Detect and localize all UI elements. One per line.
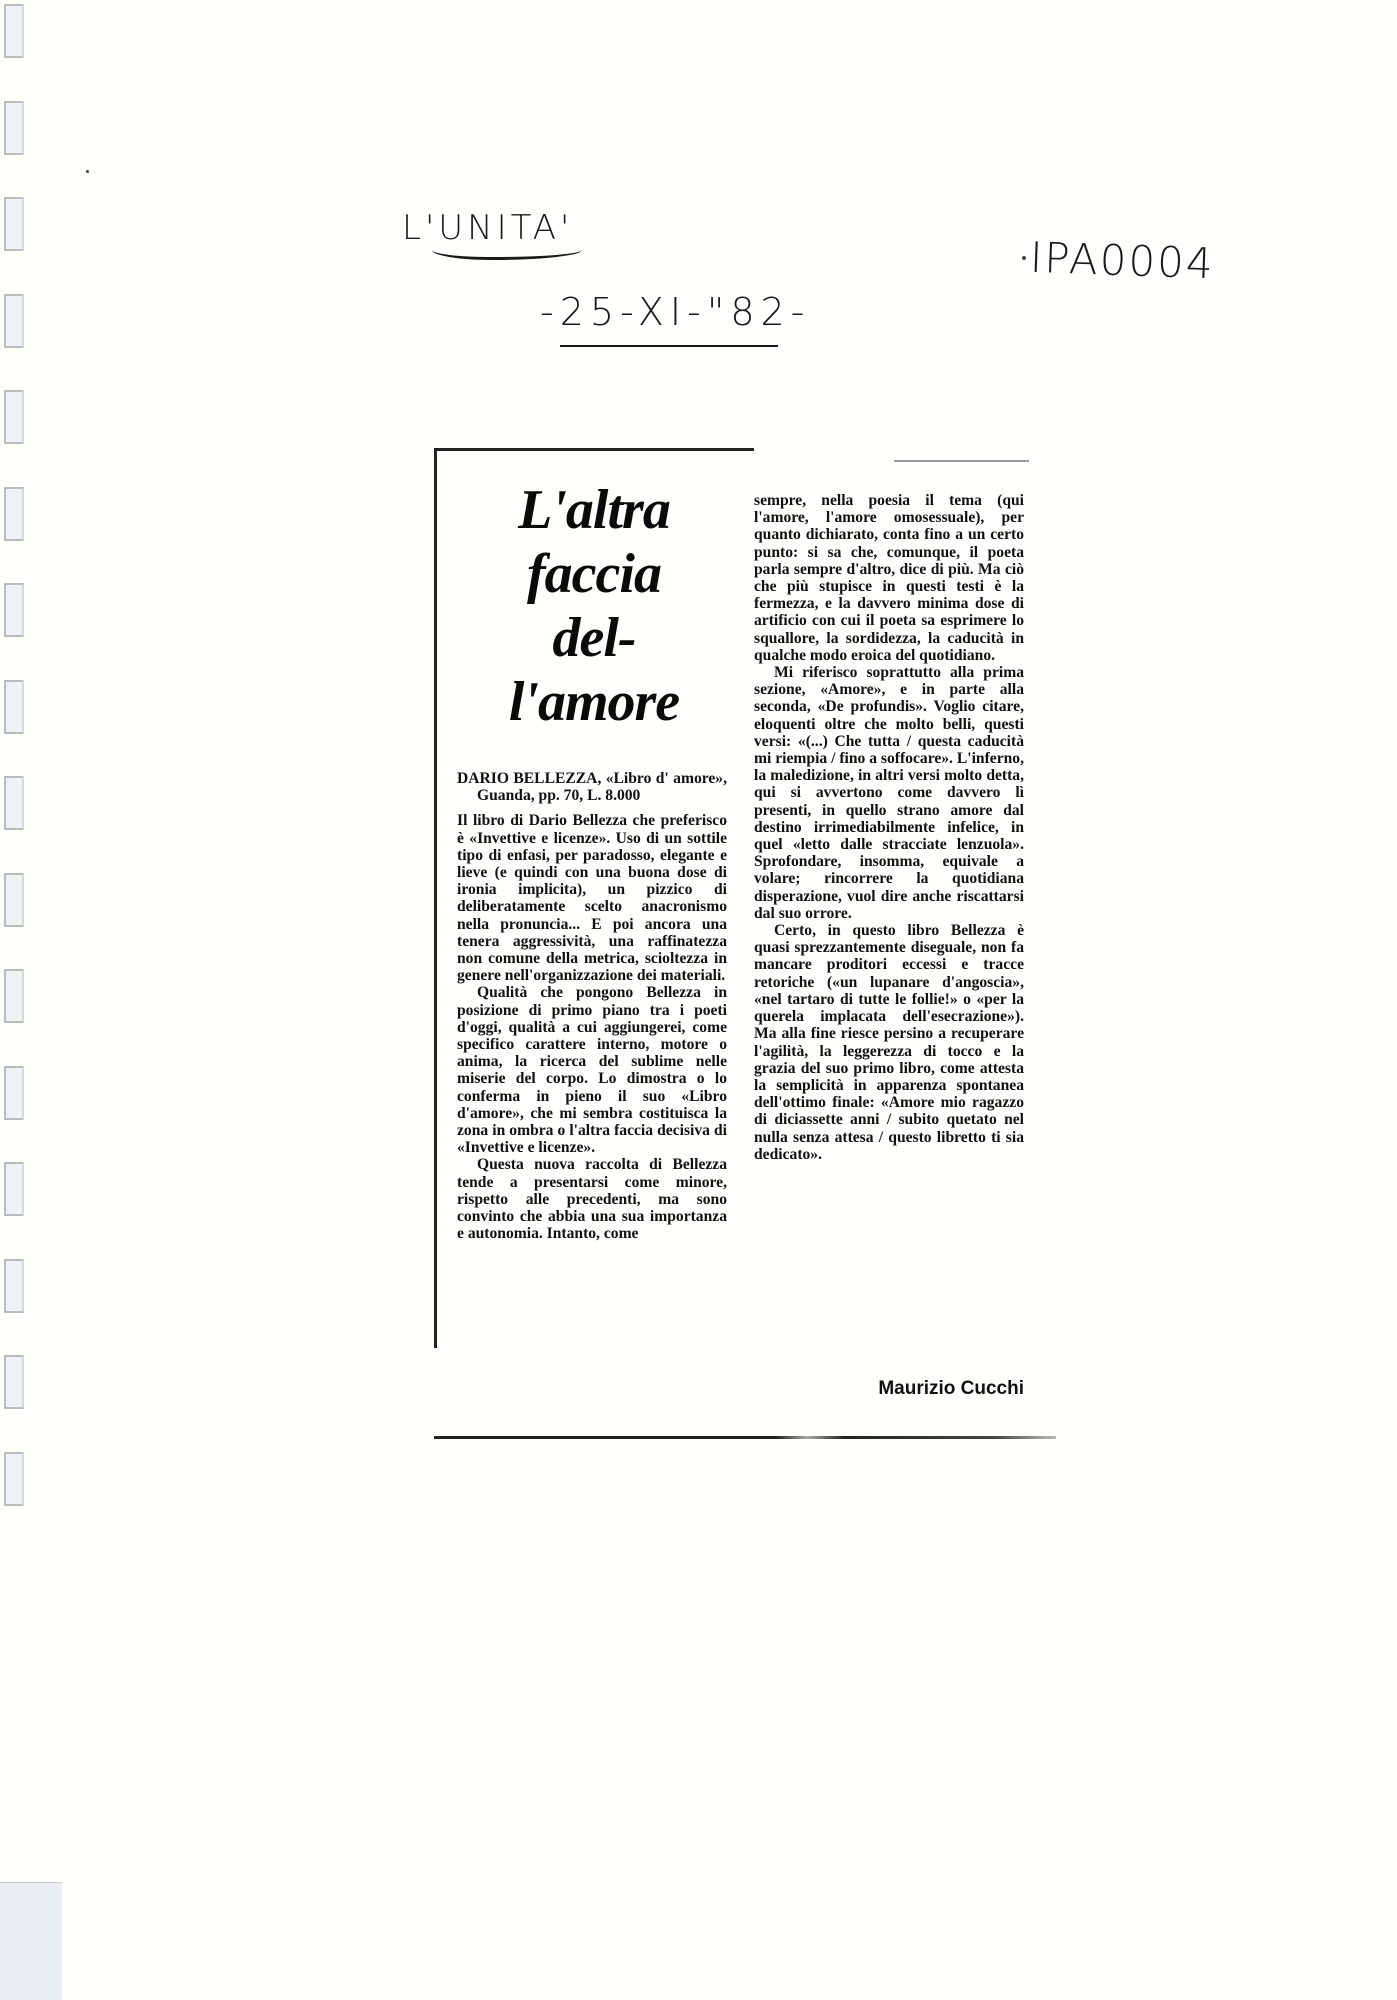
binder-hole <box>4 1452 24 1506</box>
binder-hole <box>4 873 24 927</box>
article-paragraph: Qualità che pongono Bellezza in posizione di primo piano tra i poeti d'oggi, qualità a cui aggiungerei, come specifico carattere interno, motore o anima, la ricerca del sublime nelle miserie del corpo. Lo dimostra o lo conferma in pieno il suo «Libro d'amore», che mi sembra costituisca la zona in ombra o l'altra faccia decisiva di «Invettive e licenze». <box>457 984 727 1157</box>
binder-hole <box>4 487 24 541</box>
binder-hole <box>4 776 24 830</box>
clipping-left-rule <box>434 448 437 1348</box>
binder-hole <box>4 680 24 734</box>
binder-hole <box>4 1355 24 1409</box>
clipping-bottom-rule <box>434 1436 1056 1439</box>
headline-line: l'amore <box>508 671 680 733</box>
article-paragraph: Certo, in questo libro Bellezza è quasi sprezzantemente diseguale, non fa mancare proditori eccessi e tracce retoriche («un lupanare d'angoscia», «nel tartaro di tutte le follie!» o «per la querela implacata dell'esecrazione»). Ma alla fine riesce persino a recuperare l'agilità, la leggerezza di tocco e la grazia del suo primo libro, come attesta la semplicità in apparenza spontanea dell'ottimo finale: «Amore mio ragazzo di diciassette anni / subito quetato nel nulla senza attesa / questo libretto ti sia dedicato». <box>754 922 1024 1163</box>
binder-hole <box>4 4 24 58</box>
headline-line: L'altra <box>518 479 670 541</box>
newspaper-clipping <box>434 448 1056 1440</box>
article-column-left <box>457 770 727 1242</box>
binder-hole <box>4 1259 24 1313</box>
article-paragraph: Il libro di Dario Bellezza che preferisco è «Invettive e licenze». Uso di un sottile tipo di enfasi, per paradosso, elegante e lieve (e quindi con una buona dose di ironia implicita), un pizzico di deliberatamente scelto anacronismo nella pronuncia... E poi ancora una tenera aggressività, una raffinatezza non comune della metrica, scioltezza in genere nell'organizzazione dei materiali. <box>457 812 727 985</box>
binder-hole <box>4 294 24 348</box>
newspaper-name-underline <box>432 250 582 260</box>
ink-speck <box>86 170 89 173</box>
article-paragraph: sempre, nella poesia il tema (qui l'amore, l'amore omosessuale), per quanto dichiarato, conta fino a un certo punto: si sa che, comunque, il poeta parla sempre d'altro, dice di più. Ma ciò che più stupisce in questi testi è la fermezza, e la davvero minima dose di artificio con cui il poeta sa esprimere lo squallore, la sordidezza, la caducità in qualche modo eroica del quotidiano. <box>754 492 1024 664</box>
headline-line: del- <box>552 607 636 669</box>
binder-hole <box>4 101 24 155</box>
handwritten-archive-code: IPA0004 <box>1029 232 1216 289</box>
book-info: DARIO BELLEZZA, «Libro d' amore», Guanda, pp. 70, L. 8.000 <box>457 770 727 805</box>
article-headline <box>464 478 724 734</box>
article-byline: Maurizio Cucchi <box>878 1378 1024 1399</box>
date-underline <box>560 345 778 347</box>
scan-edge-strip <box>0 1882 62 2000</box>
binder-hole <box>4 969 24 1023</box>
article-paragraph: Mi riferisco soprattutto alla prima sezione, «Amore», e in parte alla seconda, «De profundis». Voglio citare, eloquenti oltre che molto belli, questi versi: «(...) Che tutta / questa caducità mi riempia / fino a soffocare». L'inferno, la maledizione, in altri versi molto detta, qui si avvertono come davvero lì presenti, in quello strano amore dal destino irrimediabilmente infelice, in quel «letto dalle stracciate lenzuola». Sprofondare, insomma, equivale a volare; rincorrere la quotidiana disperazione, vuol dire anche riscattarsi dal suo orrore. <box>754 664 1024 922</box>
binder-hole <box>4 390 24 444</box>
ink-speck <box>1022 256 1026 260</box>
binder-holes <box>4 0 26 1880</box>
handwritten-newspaper-name: L'UNITA' <box>402 208 574 248</box>
binder-hole <box>4 583 24 637</box>
binder-hole <box>4 197 24 251</box>
clipping-top-rule <box>434 448 754 451</box>
handwritten-date: -25-XI-"82- <box>540 290 811 334</box>
clipping-top-rule-right <box>894 460 1029 462</box>
article-paragraph: Questa nuova raccolta di Bellezza tende a presentarsi come minore, rispetto alle precedenti, ma sono convinto che abbia una sua importanza e autonomia. Intanto, come <box>457 1156 727 1243</box>
headline-line: faccia <box>527 543 661 605</box>
binder-hole <box>4 1162 24 1216</box>
binder-hole <box>4 1066 24 1120</box>
article-column-right <box>754 492 1024 1163</box>
